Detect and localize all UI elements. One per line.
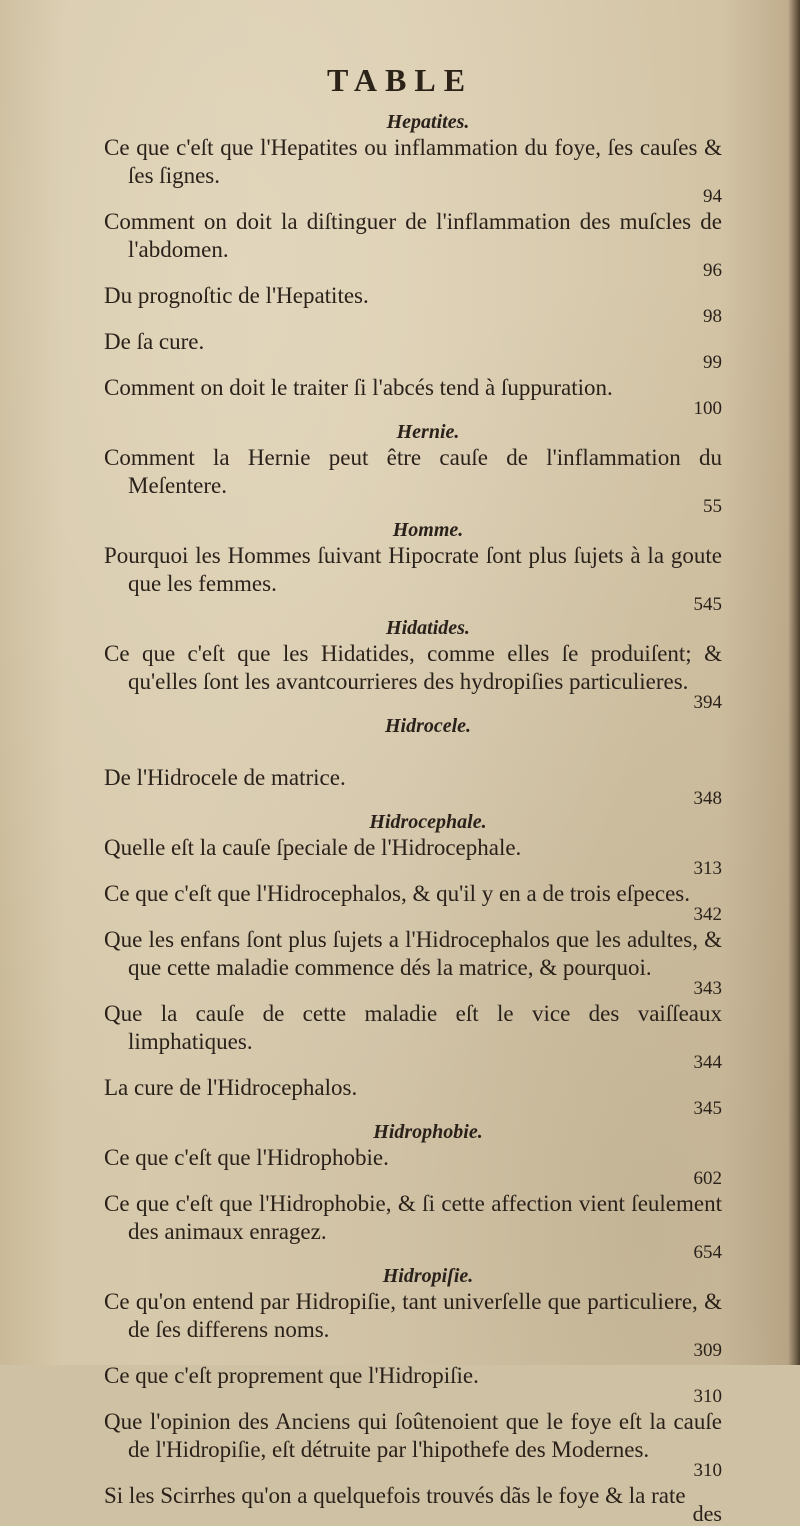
page-number: 345 (693, 1098, 722, 1119)
section-heading: Hepatites. (386, 111, 470, 133)
entry-text: Si les Scirrhes qu'on a quelquefois trouvés dãs le foye & la rate (104, 1483, 686, 1508)
entry-text: De ſa cure. (104, 329, 205, 354)
index-entry (104, 1190, 722, 1262)
index-entry (104, 834, 722, 878)
page-number: 96 (703, 260, 722, 281)
entry-text: Comment on doit la diſtinguer de l'inflammation des muſcles de l'abdomen. (104, 209, 722, 262)
entry-text: Quelle eſt la cauſe ſpeciale de l'Hidrocephale. (104, 835, 522, 860)
page-number: 343 (693, 978, 722, 999)
page-number: 99 (703, 352, 722, 373)
entry-text: Ce qu'on entend par Hidropiſie, tant univerſelle que particuliere, & de ſes differens noms. (104, 1289, 722, 1342)
section-heading: Hernie. (396, 421, 460, 443)
entry-text: Du prognoſtic de l'Hepatites. (104, 283, 369, 308)
section-heading: Homme. (392, 519, 464, 541)
index-entry (104, 444, 722, 516)
page-number: 98 (703, 306, 722, 327)
index-entry (104, 1482, 722, 1510)
page-number: 348 (693, 788, 722, 809)
blank-gap (104, 738, 722, 764)
entry-text: Que l'opinion des Anciens qui ſoûtenoient que le foye eſt la cauſe de l'Hidropiſie, eſt détruite par l'hipothefe des Modernes. (104, 1409, 722, 1462)
page-number: 342 (693, 904, 722, 925)
index-entry (104, 134, 722, 206)
section-heading: Hidrophobie. (373, 1121, 483, 1143)
entry-text: Ce que c'eſt que les Hidatides, comme elles ſe produiſent; & qu'elles ſont les avantcourrieres des hydropiſies particulieres. (104, 641, 722, 694)
entry-text: Que les enfans ſont plus ſujets a l'Hidrocephalos que les adultes, & que cette maladie commence dés la matrice, & pourquoi. (104, 927, 722, 980)
entry-text: De l'Hidrocele de matrice. (104, 765, 346, 790)
index-entry (104, 764, 722, 808)
entry-text: Ce que c'eſt que l'Hidrophobie, & ſi cette affection vient ſeulement des animaux enragez. (104, 1191, 722, 1244)
page-number: 310 (693, 1386, 722, 1407)
page-number: 545 (693, 594, 722, 615)
index-entry (104, 542, 722, 614)
page-number: 309 (693, 1340, 722, 1361)
entry-text: Ce que c'eſt que l'Hidrocephalos, & qu'il y en a de trois eſpeces. (104, 881, 690, 906)
index-entry (104, 208, 722, 280)
page-number: 94 (703, 186, 722, 207)
index-entry (104, 328, 722, 372)
section-heading: Hidropiſie. (382, 1265, 474, 1287)
page-number: 394 (693, 692, 722, 713)
index-entry (104, 1362, 722, 1406)
entry-text: Ce que c'eſt proprement que l'Hidropiſie. (104, 1363, 479, 1388)
section-heading: Hidatides. (386, 617, 470, 639)
index-entry (104, 1074, 722, 1118)
index-entries (104, 110, 722, 1524)
index-entry (104, 1288, 722, 1360)
index-entry (104, 1000, 722, 1072)
page-number: 100 (693, 398, 722, 419)
page-number: 602 (693, 1168, 722, 1189)
index-entry (104, 1144, 722, 1188)
catchword: des (692, 1501, 722, 1526)
index-entry (104, 1408, 722, 1480)
page-edge-shadow (788, 0, 800, 1365)
entry-text: Comment on doit le traiter ſi l'abcés tend à ſuppuration. (104, 375, 613, 400)
entry-text: Ce que c'eſt que l'Hidrophobie. (104, 1145, 389, 1170)
page-number: 310 (693, 1460, 722, 1481)
page-title: TABLE (326, 62, 474, 98)
entry-text: Pourquoi les Hommes ſuivant Hipocrate ſont plus ſujets à la goute que les femmes. (104, 543, 722, 596)
index-entry (104, 640, 722, 712)
page-number: 55 (703, 496, 722, 517)
page-number: 654 (693, 1242, 722, 1263)
section-heading: Hidrocephale. (369, 811, 487, 833)
index-entry (104, 282, 722, 326)
page-number: 344 (693, 1052, 722, 1073)
entry-text: Que la cauſe de cette maladie eſt le vice des vaiſſeaux limphatiques. (104, 1001, 722, 1054)
index-entry (104, 926, 722, 998)
index-entry (104, 374, 722, 418)
entry-text: La cure de l'Hidrocephalos. (104, 1075, 358, 1100)
section-heading: Hidrocele. (384, 715, 472, 737)
entry-text: Ce que c'eſt que l'Hepatites ou inflammation du foye, ſes cauſes & ſes ſignes. (104, 135, 722, 188)
index-entry (104, 880, 722, 924)
page-number: 313 (693, 858, 722, 879)
entry-text: Comment la Hernie peut être cauſe de l'inflammation du Meſentere. (104, 445, 722, 498)
